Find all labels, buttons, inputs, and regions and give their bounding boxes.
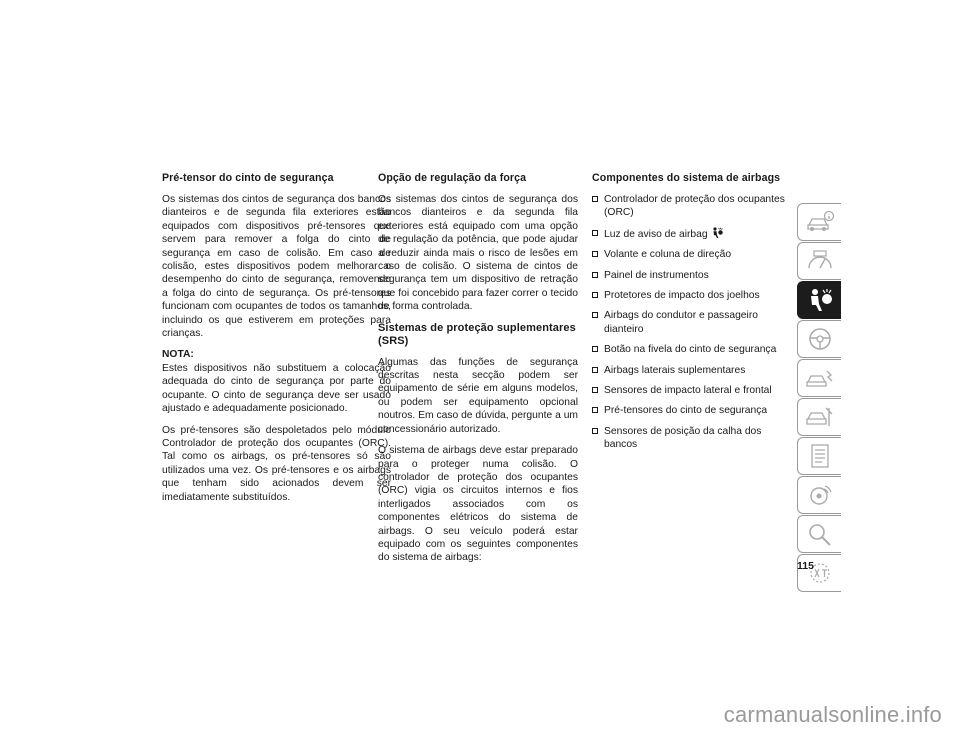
checkbox-square-icon xyxy=(592,292,598,298)
list-item: Protetores de impacto dos joelhos xyxy=(592,289,796,302)
list-item: Sensores de impacto lateral e frontal xyxy=(592,384,796,397)
tab-car-service[interactable] xyxy=(797,398,841,436)
list-item: Volante e coluna de direção xyxy=(592,248,796,261)
column-middle xyxy=(378,172,578,573)
checkbox-square-icon xyxy=(592,272,598,278)
chapter-tabs xyxy=(797,203,841,593)
section-heading-force-limiter: Opção de regulação da força xyxy=(378,172,527,184)
paragraph: Os sistemas dos cintos de segurança dos bancos dianteiros e da segunda fila exteriores está equipado com uma opção de regulação da potência, que pode ajudar a reduzir ainda mais o risco de lesões em caso de colisão. O sistema de cintos de segurança tem um dispositivo de retração que foi concebido para fazer correr o tecido de forma controlada. xyxy=(378,194,578,313)
paragraph: Os sistemas dos cintos de segurança dos bancos dianteiros e de segunda fila exteriores estão equipados com dispositivos pré-tensores que servem para remover a folga do cinto de segurança em caso de colisão. Em caso de colisão, estes dispositivos podem melhorar o desempenho do cinto de segurança, removendo a folga do cinto de segurança. Os pré-tensores funcionam com ocupantes de todos os tamanhos, incluindo os que estiverem em proteções para crianças. xyxy=(162,194,391,340)
page-number: 115 xyxy=(797,560,814,572)
section-heading-srs: Sistemas de proteção suplementares (SRS) xyxy=(378,321,576,347)
list-item: Painel de instrumentos xyxy=(592,269,796,282)
tab-checklist[interactable] xyxy=(797,437,841,475)
watermark: carmanualsonline.info xyxy=(723,702,942,727)
checklist-icon xyxy=(805,443,835,469)
tab-steering[interactable] xyxy=(797,320,841,358)
airbag-warning-icon xyxy=(711,227,723,239)
list-item: Botão na fivela do cinto de segurança xyxy=(592,343,796,356)
note-label: NOTA: xyxy=(162,349,194,361)
checkbox-square-icon xyxy=(592,196,598,202)
column-left xyxy=(162,172,391,512)
tab-dashboard-warning[interactable] xyxy=(797,242,841,280)
multimedia-icon xyxy=(805,482,835,508)
airbag-components-list xyxy=(592,193,796,452)
car-info-icon xyxy=(805,209,835,235)
list-item: Pré-tensores do cinto de segurança xyxy=(592,404,796,417)
steering-wheel-icon xyxy=(805,326,835,352)
search-icon xyxy=(805,521,835,547)
checkbox-square-icon xyxy=(592,407,598,413)
dashboard-warning-icon xyxy=(805,248,835,274)
checkbox-square-icon xyxy=(592,387,598,393)
paragraph: O sistema de airbags deve estar preparado para o proteger numa colisão. O controlador de proteção dos ocupantes (ORC) vigia os circuitos internos e fios interligados associados com os componentes elétricos do sistema de airbags. O seu veículo poderá estar equipado com os seguintes componentes do sistema de airbags: xyxy=(378,445,578,564)
tab-search[interactable] xyxy=(797,515,841,553)
column-right xyxy=(592,172,796,459)
seat-safety-icon xyxy=(805,287,835,313)
checkbox-square-icon xyxy=(592,230,598,236)
checkbox-square-icon xyxy=(592,367,598,373)
list-item: Sensores de posição da calha dos bancos xyxy=(592,425,796,452)
car-crash-icon xyxy=(805,365,835,391)
section-heading-airbag-components: Componentes do sistema de airbags xyxy=(592,172,781,184)
note-text: Estes dispositivos não substituem a colocação adequada do cinto de segurança por parte do ocupante. O cinto de segurança deve ser usado ajustado e adequadamente posicionado. xyxy=(162,362,391,415)
checkbox-square-icon xyxy=(592,428,598,434)
list-item: Airbags do condutor e passageiro dianteiro xyxy=(592,309,796,336)
tab-car-info[interactable] xyxy=(797,203,841,241)
list-item: Controlador de proteção dos ocupantes (ORC) xyxy=(592,193,796,220)
tab-car-crash[interactable] xyxy=(797,359,841,397)
checkbox-square-icon xyxy=(592,346,598,352)
paragraph: Algumas das funções de segurança descritas nesta secção podem ser equipamento de série em alguns modelos, ou podem ser equipamento opcional noutros. Em caso de dúvida, pergunte a um concessionário autorizado. xyxy=(378,356,578,435)
tab-multimedia[interactable] xyxy=(797,476,841,514)
section-heading-pretensioner: Pré-tensor do cinto de segurança xyxy=(162,172,334,184)
tab-seat-safety[interactable] xyxy=(797,281,841,319)
checkbox-square-icon xyxy=(592,312,598,318)
list-item: Luz de aviso de airbag xyxy=(592,227,796,241)
list-item: Airbags laterais suplementares xyxy=(592,364,796,377)
checkbox-square-icon xyxy=(592,251,598,257)
car-service-icon xyxy=(805,404,835,430)
paragraph: Os pré-tensores são despoletados pelo módulo Controlador de proteção dos ocupantes (ORC). Tal como os airbags, os pré-tensores só são utilizados uma vez. Os pré-tensores e os airbags que tenham sido acionados devem ser imediatamente substituídos. xyxy=(162,424,391,503)
note xyxy=(162,348,391,415)
